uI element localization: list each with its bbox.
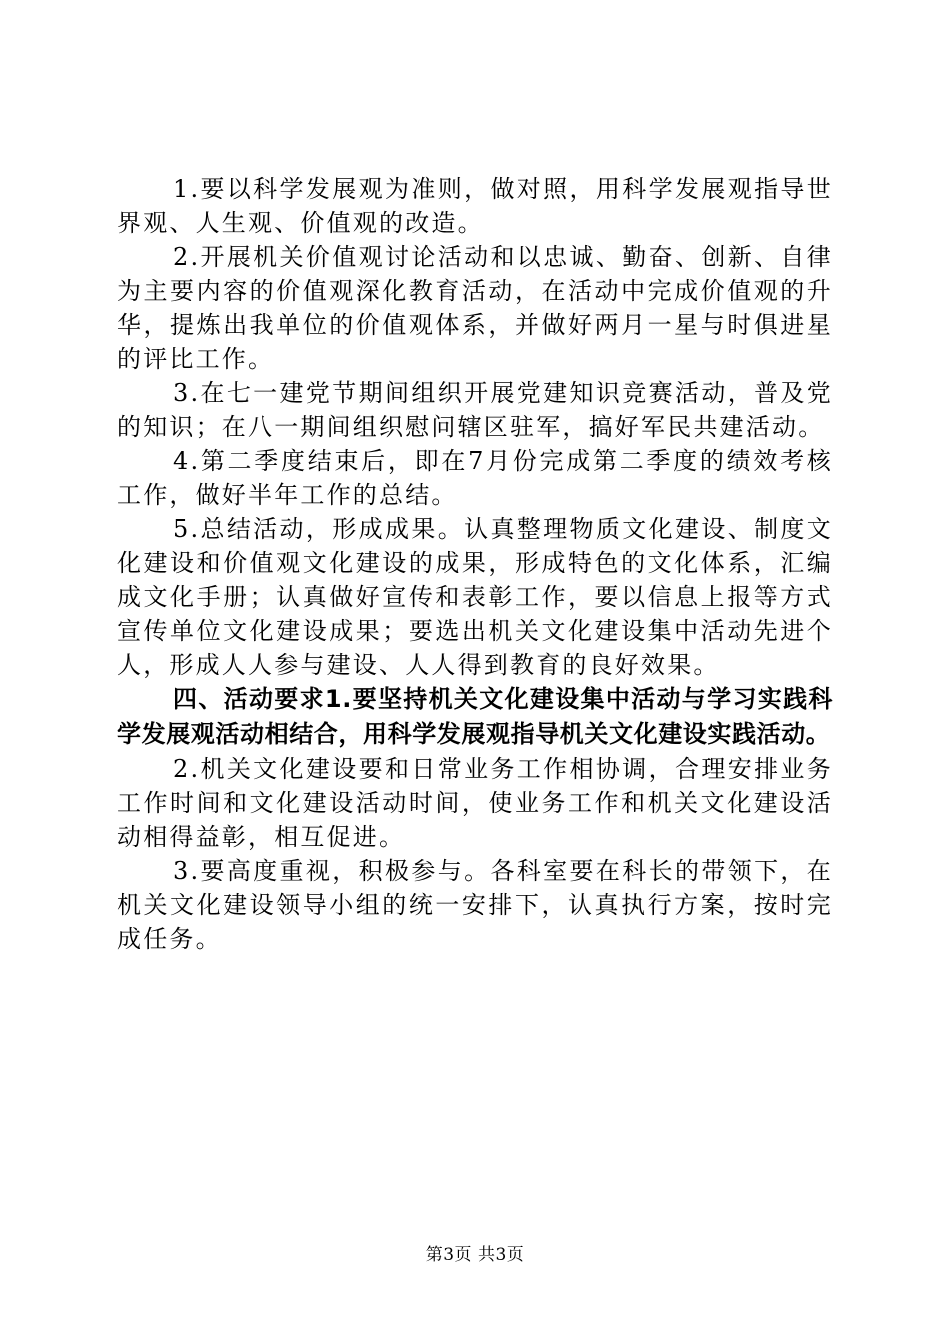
page-number-footer: 第3页 共3页 — [425, 1245, 525, 1265]
paragraph-item-3: 3.在七一建党节期间组织开展党建知识竞赛活动，普及党的知识；在八一期间组织慰问辖区驻军，搞好军民共建活动。 — [117, 379, 833, 441]
paragraph-item-2: 2.开展机关价值观讨论活动和以忠诚、勤奋、创新、自律为主要内容的价值观深化教育活动，在活动中完成价值观的升华，提炼出我单位的价值观体系，并做好两月一星与时俱进星的评比工作。 — [117, 243, 833, 373]
paragraph-item-1: 1.要以科学发展观为准则，做对照，用科学发展观指导世界观、人生观、价值观的改造。 — [117, 175, 833, 237]
document-body — [117, 172, 833, 956]
section-heading-requirements: 四、活动要求1.要坚持机关文化建设集中活动与学习实践科学发展观活动相结合，用科学发展观指导机关文化建设实践活动。 — [117, 685, 833, 748]
paragraph-item-4: 4.第二季度结束后，即在7月份完成第二季度的绩效考核工作，做好半年工作的总结。 — [117, 447, 833, 509]
paragraph-requirement-3: 3.要高度重视，积极参与。各科室要在科长的带领下，在机关文化建设领导小组的统一安排下，认真执行方案，按时完成任务。 — [117, 857, 833, 953]
paragraph-requirement-2: 2.机关文化建设要和日常业务工作相协调，合理安排业务工作时间和文化建设活动时间，使业务工作和机关文化建设活动相得益彰，相互促进。 — [117, 755, 833, 851]
paragraph-item-5: 5.总结活动，形成成果。认真整理物质文化建设、制度文化建设和价值观文化建设的成果，形成特色的文化体系，汇编成文化手册；认真做好宣传和表彰工作，要以信息上报等方式宣传单位文化建设成果；要选出机关文化建设集中活动先进个人，形成人人参与建设、人人得到教育的良好效果。 — [117, 515, 833, 679]
